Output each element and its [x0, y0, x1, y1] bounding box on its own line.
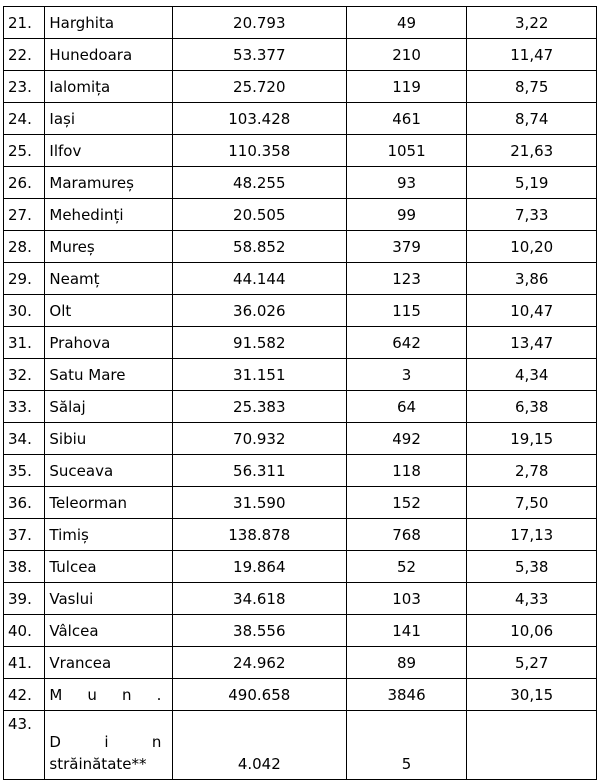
row-number: 32. — [4, 359, 45, 391]
row-value-c: 7,33 — [467, 199, 597, 231]
row-value-a: 44.144 — [172, 263, 346, 295]
table-row — [4, 327, 597, 359]
table-row — [4, 103, 597, 135]
row-value-b: 123 — [346, 263, 467, 295]
row-value-a: 4.042 — [172, 711, 346, 780]
row-number: 34. — [4, 423, 45, 455]
row-value-b: 642 — [346, 327, 467, 359]
row-value-c: 17,13 — [467, 519, 597, 551]
row-name: Sălaj — [45, 391, 173, 423]
row-value-b: 152 — [346, 487, 467, 519]
row-name — [45, 679, 173, 711]
row-value-c: 4,34 — [467, 359, 597, 391]
row-value-a: 36.026 — [172, 295, 346, 327]
row-value-c: 2,78 — [467, 455, 597, 487]
row-value-b: 5 — [346, 711, 467, 780]
row-value-b: 210 — [346, 39, 467, 71]
row-value-c: 10,06 — [467, 615, 597, 647]
table-row — [4, 551, 597, 583]
row-value-a: 38.556 — [172, 615, 346, 647]
table-row — [4, 615, 597, 647]
row-name: Ialomița — [45, 71, 173, 103]
row-value-a: 58.852 — [172, 231, 346, 263]
row-value-c: 8,75 — [467, 71, 597, 103]
row-value-c: 10,47 — [467, 295, 597, 327]
row-name: Vaslui — [45, 583, 173, 615]
row-value-b: 115 — [346, 295, 467, 327]
table-row — [4, 71, 597, 103]
row-number: 42. — [4, 679, 45, 711]
row-value-b: 768 — [346, 519, 467, 551]
row-name: Vrancea — [45, 647, 173, 679]
row-value-c: 13,47 — [467, 327, 597, 359]
row-value-b: 89 — [346, 647, 467, 679]
table-row-last — [4, 711, 597, 780]
row-value-c: 10,20 — [467, 231, 597, 263]
row-number: 38. — [4, 551, 45, 583]
row-number: 39. — [4, 583, 45, 615]
row-name: Satu Mare — [45, 359, 173, 391]
row-name: Timiș — [45, 519, 173, 551]
row-value-b: 3846 — [346, 679, 467, 711]
row-value-a: 31.590 — [172, 487, 346, 519]
row-value-c: 30,15 — [467, 679, 597, 711]
row-value-a: 25.720 — [172, 71, 346, 103]
row-value-c: 5,27 — [467, 647, 597, 679]
row-value-a: 56.311 — [172, 455, 346, 487]
row-name: Mehedinți — [45, 199, 173, 231]
row-value-b: 1051 — [346, 135, 467, 167]
row-value-c: 5,19 — [467, 167, 597, 199]
row-value-a: 110.358 — [172, 135, 346, 167]
table-row — [4, 263, 597, 295]
row-name: Teleorman — [45, 487, 173, 519]
row-value-b: 49 — [346, 7, 467, 39]
table-row — [4, 679, 597, 711]
row-number: 29. — [4, 263, 45, 295]
row-value-b: 99 — [346, 199, 467, 231]
row-value-a: 490.658 — [172, 679, 346, 711]
table-row — [4, 167, 597, 199]
row-name: Prahova — [45, 327, 173, 359]
row-number: 41. — [4, 647, 45, 679]
row-value-b: 52 — [346, 551, 467, 583]
table-row — [4, 7, 597, 39]
row-name: Tulcea — [45, 551, 173, 583]
row-value-a: 138.878 — [172, 519, 346, 551]
row-name: Mureș — [45, 231, 173, 263]
row-value-a: 70.932 — [172, 423, 346, 455]
row-value-a: 25.383 — [172, 391, 346, 423]
row-value-c: 19,15 — [467, 423, 597, 455]
row-number: 35. — [4, 455, 45, 487]
table-row — [4, 647, 597, 679]
row-value-c: 4,33 — [467, 583, 597, 615]
row-value-a: 31.151 — [172, 359, 346, 391]
row-value-b: 461 — [346, 103, 467, 135]
table-row — [4, 391, 597, 423]
row-name: Sibiu — [45, 423, 173, 455]
table-row — [4, 583, 597, 615]
table-row — [4, 231, 597, 263]
row-value-c: 7,50 — [467, 487, 597, 519]
row-number: 31. — [4, 327, 45, 359]
row-number: 25. — [4, 135, 45, 167]
row-number: 33. — [4, 391, 45, 423]
row-value-c: 11,47 — [467, 39, 597, 71]
table-row — [4, 455, 597, 487]
row-value-a: 24.962 — [172, 647, 346, 679]
row-number: 21. — [4, 7, 45, 39]
row-value-b: 64 — [346, 391, 467, 423]
row-number: 23. — [4, 71, 45, 103]
row-value-a: 53.377 — [172, 39, 346, 71]
row-value-c: 21,63 — [467, 135, 597, 167]
row-value-a: 34.618 — [172, 583, 346, 615]
row-name: Iași — [45, 103, 173, 135]
table-row — [4, 423, 597, 455]
row-number: 43. — [4, 711, 45, 780]
row-value-c: 8,74 — [467, 103, 597, 135]
row-value-c: 6,38 — [467, 391, 597, 423]
row-number: 26. — [4, 167, 45, 199]
row-value-b: 118 — [346, 455, 467, 487]
row-value-a: 48.255 — [172, 167, 346, 199]
row-value-b: 492 — [346, 423, 467, 455]
table-row — [4, 487, 597, 519]
row-value-b: 93 — [346, 167, 467, 199]
row-number: 36. — [4, 487, 45, 519]
row-value-c — [467, 711, 597, 780]
table-row — [4, 39, 597, 71]
row-name-spaced: M u n . — [49, 685, 162, 704]
row-number: 28. — [4, 231, 45, 263]
row-value-b: 3 — [346, 359, 467, 391]
table-row — [4, 135, 597, 167]
row-value-b: 119 — [346, 71, 467, 103]
row-name: Maramureș — [45, 167, 173, 199]
row-value-b: 379 — [346, 231, 467, 263]
row-value-b: 141 — [346, 615, 467, 647]
row-name: Neamț — [45, 263, 173, 295]
row-value-c: 3,22 — [467, 7, 597, 39]
row-value-a: 91.582 — [172, 327, 346, 359]
row-number: 40. — [4, 615, 45, 647]
table-row — [4, 519, 597, 551]
row-number: 37. — [4, 519, 45, 551]
row-value-c: 5,38 — [467, 551, 597, 583]
row-number: 30. — [4, 295, 45, 327]
row-name: Harghita — [45, 7, 173, 39]
data-table — [3, 6, 597, 780]
table-row — [4, 199, 597, 231]
row-value-a: 103.428 — [172, 103, 346, 135]
row-value-a: 20.793 — [172, 7, 346, 39]
row-name: Vâlcea — [45, 615, 173, 647]
table-row — [4, 295, 597, 327]
row-value-b: 103 — [346, 583, 467, 615]
table-body — [4, 7, 597, 780]
row-number: 24. — [4, 103, 45, 135]
row-name — [45, 711, 173, 780]
row-number: 27. — [4, 199, 45, 231]
row-value-a: 20.505 — [172, 199, 346, 231]
row-value-c: 3,86 — [467, 263, 597, 295]
row-name: Ilfov — [45, 135, 173, 167]
row-number: 22. — [4, 39, 45, 71]
row-name: Olt — [45, 295, 173, 327]
table-row — [4, 359, 597, 391]
row-name-line1: D i n — [49, 733, 162, 751]
row-value-a: 19.864 — [172, 551, 346, 583]
row-name: Suceava — [45, 455, 173, 487]
row-name-line2: străinătate** — [49, 755, 147, 773]
row-name: Hunedoara — [45, 39, 173, 71]
